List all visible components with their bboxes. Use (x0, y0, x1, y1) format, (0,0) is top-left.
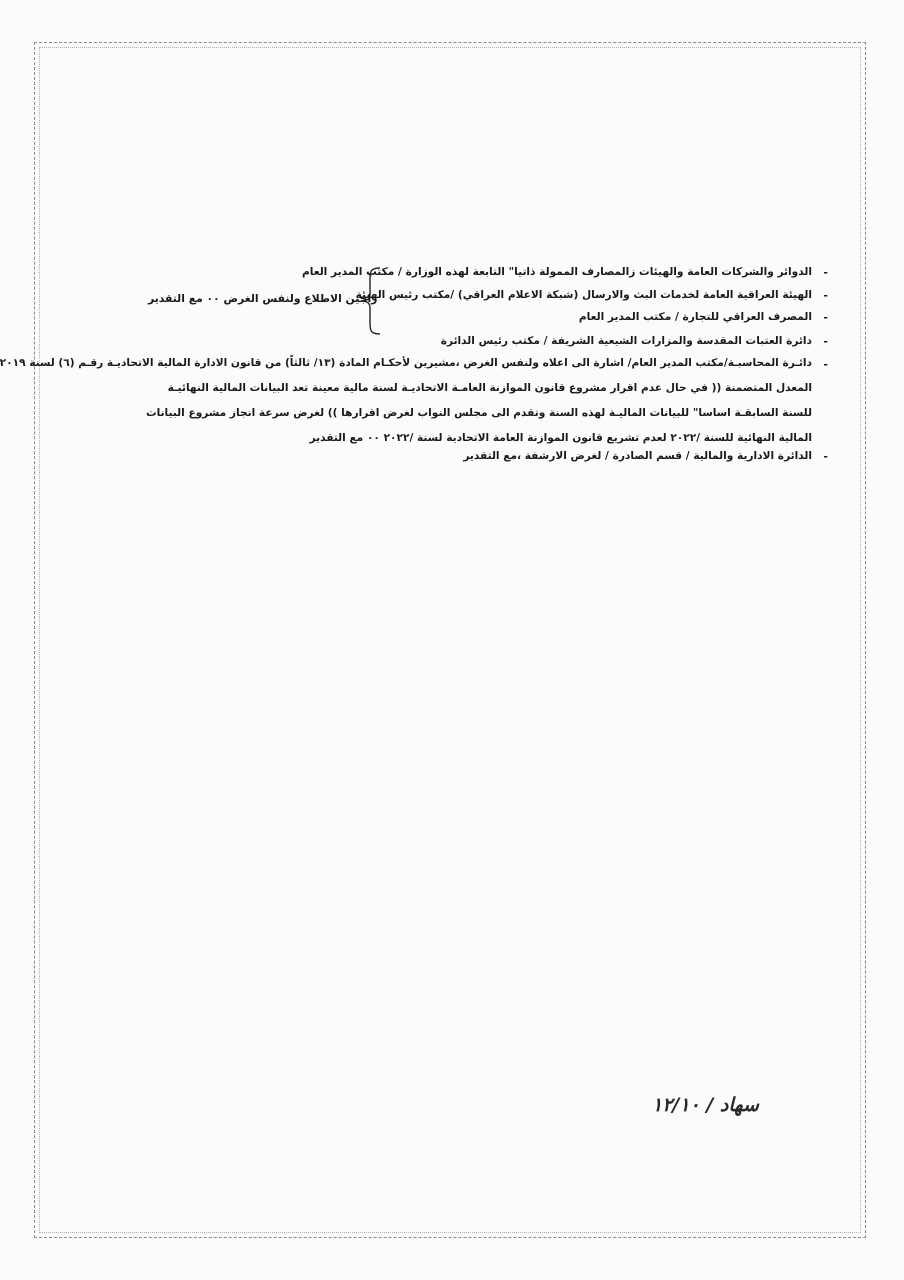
bullet: - (823, 450, 828, 463)
recipient-line: دائرة العتبات المقدسة والمزارات الشيعية الشريفة / مكتب رئيس الدائرة (440, 335, 812, 347)
paragraph-line: المالية النهائية للسنة /٢٠٢٢ لعدم تشريع قانون الموازنة العامة الاتحادية لسنة /٢٠٢٢ ٠٠ مع التقدير (309, 432, 812, 444)
paragraph-line: المعدل المتضمنة (( في حال عدم اقرار مشروع قانون الموازنة العامـة الاتحاديـة لسنة مالية معينة تعد البيانات المالية النهائيـة (167, 382, 812, 394)
paragraph-line: دائـرة المحاسبـة/مكتب المدير العام/ اشارة الى اعلاه ولنفس الغرض ،مشيرين لأحكـام المادة (١٣/ ثالثاً) من قانون الادارة المالية الاتحاديـة رقـم (٦) لسنة ٢٠١٩ (0, 357, 812, 369)
bullet: - (823, 311, 828, 324)
group-note: راجين الاطلاع ولنفس الغرض ٠٠ مع التقدير (148, 292, 378, 305)
admin-line: الدائرة الادارية والمالية / قسم الصادرة / لغرض الارشفة ،مع التقدير (463, 450, 812, 462)
bullet: - (823, 335, 828, 348)
recipient-line: الهيئة العراقية العامة لخدمات البث والارسال (شبكة الاعلام العراقي) /مكتب رئيس الهيئة (355, 289, 812, 301)
page-border-inner (0, 47, 861, 1233)
paragraph-line: للسنة السابقـة اساسا" للبيانات الماليـة لهذه السنة وتقدم الى مجلس النواب لغرض اقرارها )) لغرض سرعة انجاز مشروع البيانات (145, 407, 812, 419)
bullet: - (823, 358, 828, 371)
recipient-line: الدوائر والشركات العامة والهيئات زالمصارف الممولة ذاتيا" التابعة لهذه الوزارة / مكتب المدير العام (301, 266, 812, 278)
bullet: - (823, 266, 828, 279)
recipient-line: المصرف العراقي للتجارة / مكتب المدير العام (578, 311, 812, 323)
handwritten-signature: سهاد / ١٢/١٠ (652, 1094, 759, 1116)
bullet: - (823, 289, 828, 302)
